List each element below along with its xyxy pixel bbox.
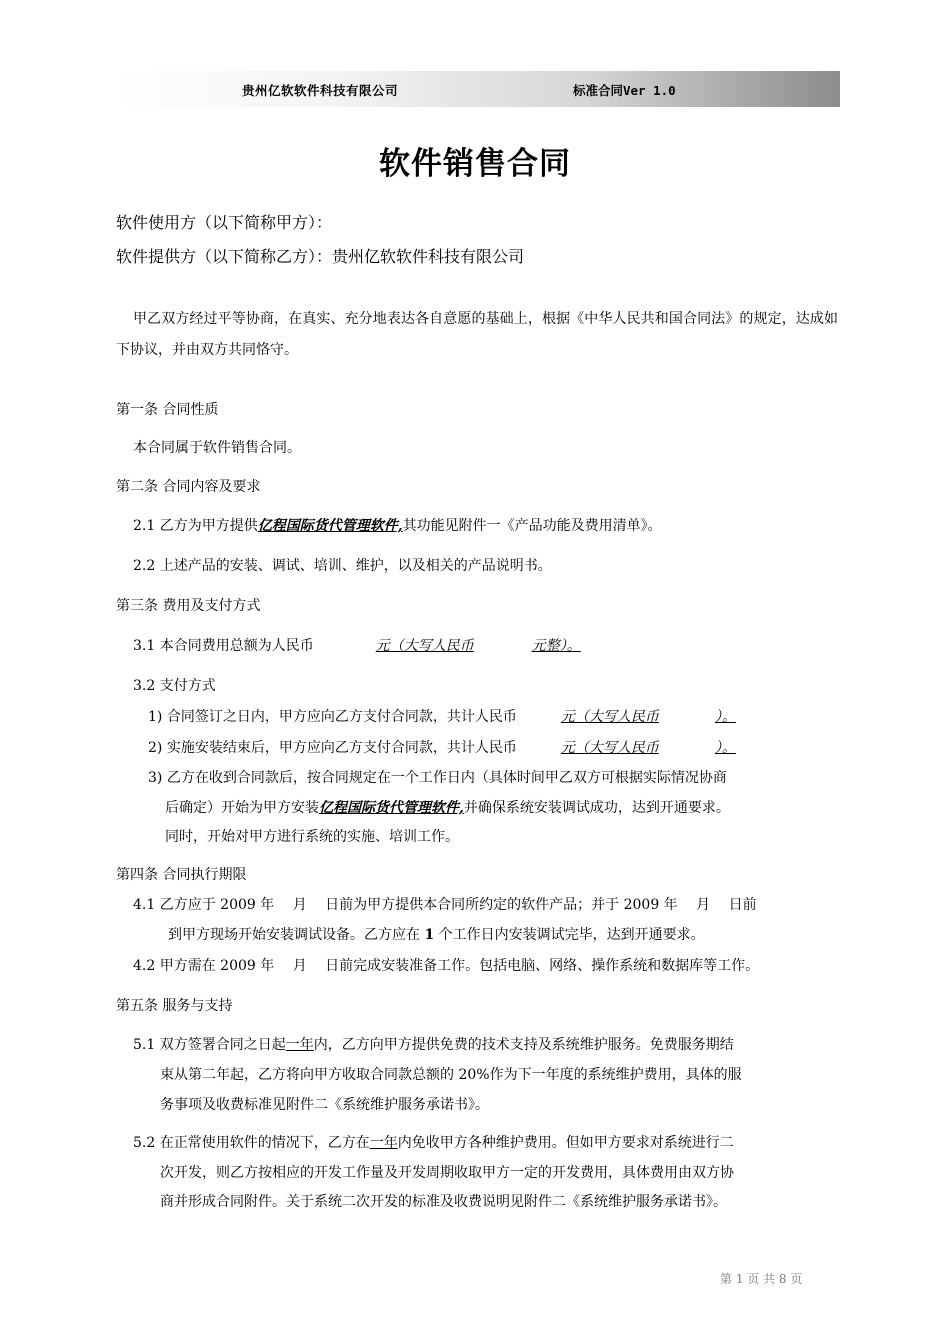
clause-3-2: 3.2 支付方式: [133, 678, 216, 694]
clause-5-1-line-3: 务事项及收费标准见附件二《系统维护服务承诺书》。: [160, 1097, 489, 1113]
clause-4-1-line-2: 到甲方现场开始安装调试设备。乙方应在 1 个工作日内安装调试完毕，达到开通要求。: [168, 927, 705, 943]
clause-5-2-line-2: 次开发，则乙方按相应的开发工作量及开发周期收取甲方一定的开发费用，具体费用由双方协: [160, 1165, 734, 1181]
page-footer: 第 1 页 共 8 页: [720, 1272, 803, 1286]
payment-1: 1) 合同签订之日内，甲方应向乙方支付合同款，共计人民币 元（大写人民币 ）。: [148, 709, 736, 725]
payment-3-line-1: 3) 乙方在收到合同款后，按合同规定在一个工作日内（具体时间甲乙双方可根据实际情况协商: [148, 770, 727, 786]
intro-paragraph: 甲乙双方经过平等协商，在真实、充分地表达各自意愿的基础上，根据《中华人民共和国合同法》的规定，达成如下协议，并由双方共同恪守。: [116, 311, 838, 358]
clause-3-1: 3.1 本合同费用总额为人民币 元（大写人民币 元整）。: [133, 638, 581, 654]
payment-3-line-2: 后确定）开始为甲方安装亿程国际货代管理软件,并确保系统安装调试成功，达到开通要求。: [165, 800, 730, 816]
header-band: [116, 71, 840, 107]
amount-blank: 元（大写人民币 元整）。: [375, 638, 581, 654]
clause-2-1: 2.1 乙方为甲方提供亿程国际货代管理软件,其功能见附件一《产品功能及费用清单》。: [133, 518, 662, 534]
product-name: 亿程国际货代管理软件,: [319, 800, 464, 816]
article-1-body: 本合同属于软件销售合同。: [133, 440, 301, 456]
header-company: 贵州亿软软件科技有限公司: [242, 83, 399, 98]
payment-2-blank: 元（大写人民币 ）。: [560, 740, 736, 756]
header-version: 标准合同Ver 1.0: [573, 83, 676, 98]
article-1-heading: 第一条 合同性质: [116, 402, 219, 418]
article-2-heading: 第二条 合同内容及要求: [116, 479, 261, 495]
clause-5-1-line-2: 束从第二年起，乙方将向甲方收取合同款总额的 20%作为下一年度的系统维护费用，具体的服: [160, 1067, 742, 1083]
clause-5-1-line-1: 5.1 双方签署合同之日起一年内，乙方向甲方提供免费的技术支持及系统维护服务。免费服务期结: [133, 1037, 734, 1053]
clause-5-2-line-1: 5.2 在正常使用软件的情况下，乙方在一年内免收甲方各种维护费用。但如甲方要求对系统进行二: [133, 1135, 734, 1151]
payment-2: 2) 实施安装结束后，甲方应向乙方支付合同款，共计人民币 元（大写人民币 ）。: [148, 740, 736, 756]
article-5-heading: 第五条 服务与支持: [116, 998, 233, 1014]
article-4-heading: 第四条 合同执行期限: [116, 867, 247, 883]
product-name: 亿程国际货代管理软件,: [257, 518, 403, 534]
clause-4-1-line-1: 4.1 乙方应于 2009 年 月 日前为甲方提供本合同所约定的软件产品；并于 2009 年 月 日前: [133, 897, 757, 913]
party-b-label: 软件提供方（以下简称乙方）：贵州亿软软件科技有限公司: [116, 247, 525, 266]
payment-1-blank: 元（大写人民币 ）。: [560, 709, 736, 725]
party-a-label: 软件使用方（以下简称甲方）：: [116, 213, 333, 232]
clause-2-2: 2.2 上述产品的安装、调试、培训、维护，以及相关的产品说明书。: [133, 558, 552, 574]
clause-5-2-line-3: 商并形成合同附件。关于系统二次开发的标准及收费说明见附件二《系统维护服务承诺书》。: [160, 1194, 727, 1210]
clause-4-2: 4.2 甲方需在 2009 年 月 日前完成安装准备工作。包括电脑、网络、操作系统和数据库等工作。: [133, 958, 760, 974]
document-title: 软件销售合同: [379, 146, 571, 182]
article-3-heading: 第三条 费用及支付方式: [116, 598, 261, 614]
payment-3-line-3: 同时，开始对甲方进行系统的实施、培训工作。: [165, 829, 459, 845]
